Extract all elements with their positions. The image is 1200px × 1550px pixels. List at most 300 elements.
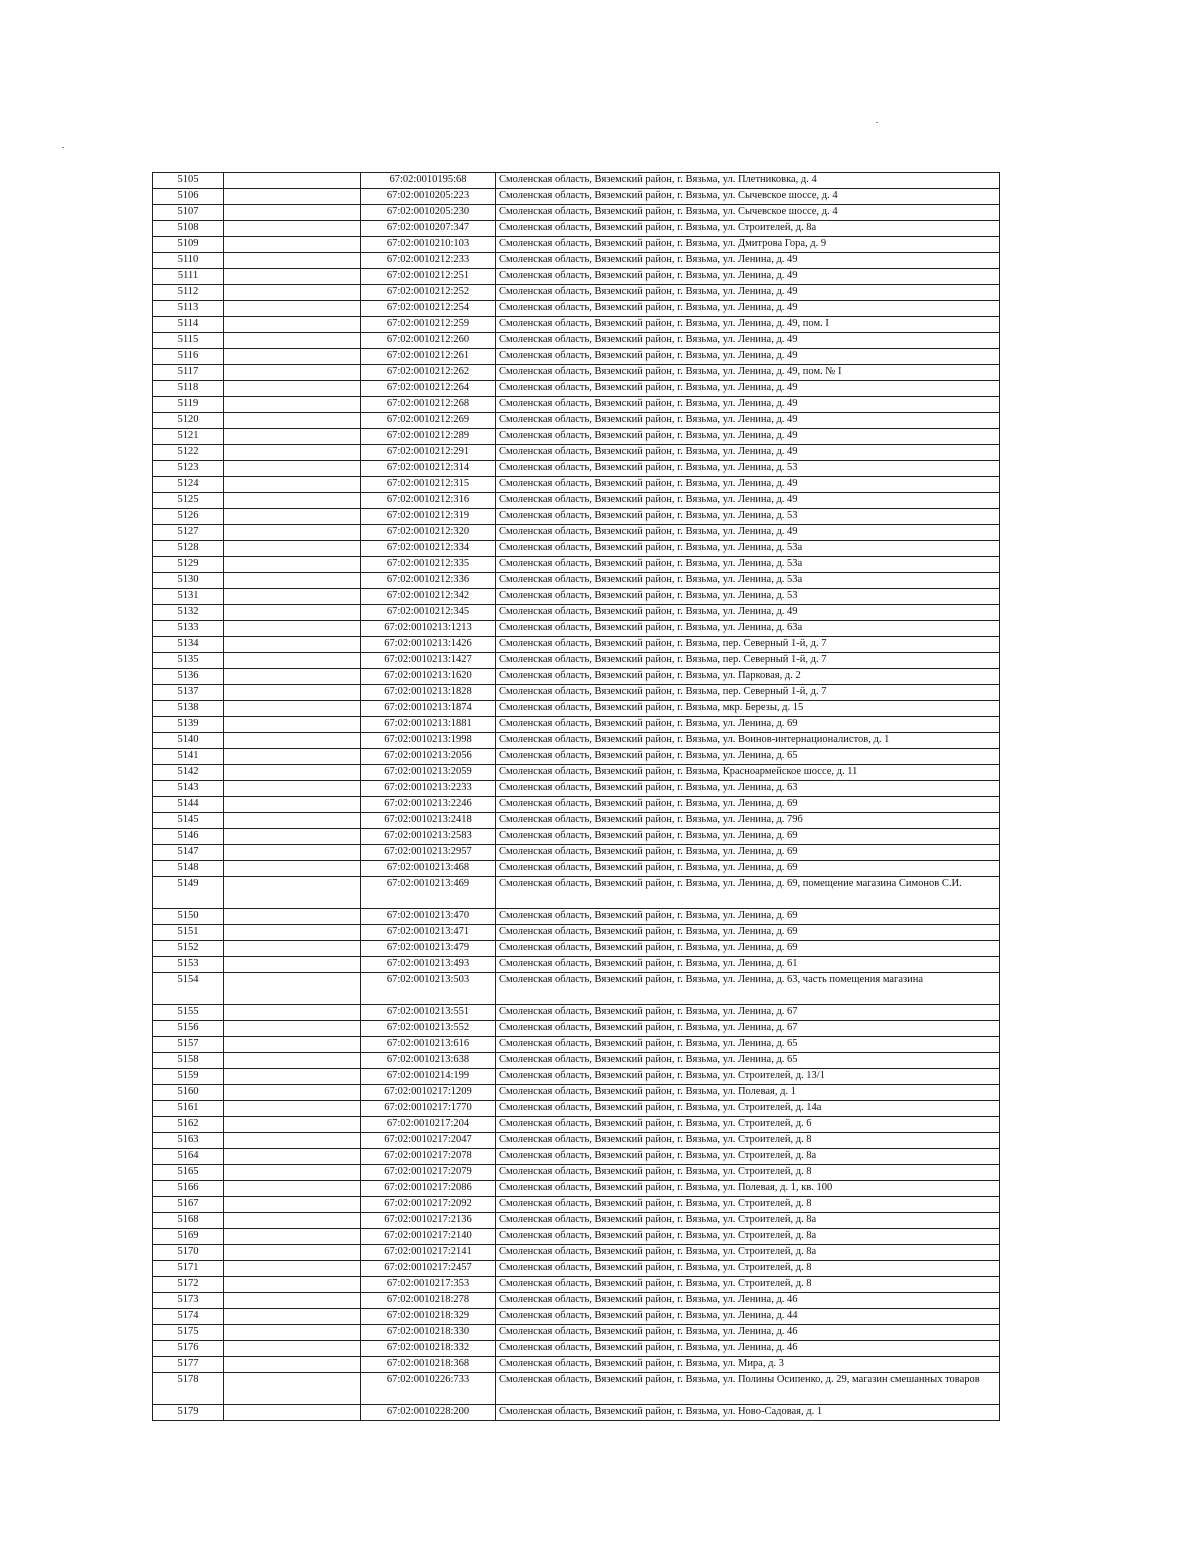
address: Смоленская область, Вяземский район, г. Вязьма, ул. Ленина, д. 49 (496, 493, 1000, 509)
cadastral-number: 67:02:0010213:1213 (361, 621, 496, 637)
empty-cell (224, 797, 361, 813)
row-number: 5113 (153, 301, 224, 317)
address: Смоленская область, Вяземский район, г. Вязьма, ул. Парковая, д. 2 (496, 669, 1000, 685)
address: Смоленская область, Вяземский район, г. Вязьма, ул. Ленина, д. 69 (496, 717, 1000, 733)
table-row (153, 1213, 1000, 1229)
empty-cell (224, 205, 361, 221)
cadastral-number: 67:02:0010217:2140 (361, 1229, 496, 1245)
cadastral-number: 67:02:0010213:1881 (361, 717, 496, 733)
cadastral-number: 67:02:0010212:342 (361, 589, 496, 605)
cadastral-number: 67:02:0010212:262 (361, 365, 496, 381)
row-number: 5105 (153, 173, 224, 189)
table-row (153, 269, 1000, 285)
cadastral-number: 67:02:0010207:347 (361, 221, 496, 237)
table-row (153, 589, 1000, 605)
address: Смоленская область, Вяземский район, г. Вязьма, ул. Ленина, д. 79б (496, 813, 1000, 829)
row-number: 5137 (153, 685, 224, 701)
cadastral-number: 67:02:0010213:469 (361, 877, 496, 909)
row-number: 5163 (153, 1133, 224, 1149)
cadastral-number: 67:02:0010212:315 (361, 477, 496, 493)
cadastral-number: 67:02:0010212:261 (361, 349, 496, 365)
row-number: 5112 (153, 285, 224, 301)
empty-cell (224, 1293, 361, 1309)
table-row (153, 685, 1000, 701)
row-number: 5134 (153, 637, 224, 653)
cadastral-number: 67:02:0010212:316 (361, 493, 496, 509)
empty-cell (224, 1261, 361, 1277)
cadastral-number: 67:02:0010212:259 (361, 317, 496, 333)
row-number: 5122 (153, 445, 224, 461)
table-row (153, 829, 1000, 845)
address: Смоленская область, Вяземский район, г. Вязьма, ул. Воинов-интернационалистов, д. 1 (496, 733, 1000, 749)
row-number: 5120 (153, 413, 224, 429)
cadastral-number: 67:02:0010213:1998 (361, 733, 496, 749)
cadastral-number: 67:02:0010213:2233 (361, 781, 496, 797)
row-number: 5160 (153, 1085, 224, 1101)
empty-cell (224, 1245, 361, 1261)
address: Смоленская область, Вяземский район, г. Вязьма, ул. Строителей, д. 8а (496, 1213, 1000, 1229)
address: Смоленская область, Вяземский район, г. Вязьма, ул. Ленина, д. 49 (496, 285, 1000, 301)
address: Смоленская область, Вяземский район, г. Вязьма, ул. Строителей, д. 8 (496, 1165, 1000, 1181)
table-row (153, 301, 1000, 317)
table-row (153, 1165, 1000, 1181)
address: Смоленская область, Вяземский район, г. Вязьма, ул. Ленина, д. 63, часть помещения магазина (496, 973, 1000, 1005)
row-number: 5119 (153, 397, 224, 413)
empty-cell (224, 765, 361, 781)
empty-cell (224, 1069, 361, 1085)
empty-cell (224, 701, 361, 717)
empty-cell (224, 653, 361, 669)
row-number: 5126 (153, 509, 224, 525)
cadastral-number: 67:02:0010228:200 (361, 1405, 496, 1421)
cadastral-number: 67:02:0010213:470 (361, 909, 496, 925)
empty-cell (224, 1309, 361, 1325)
address: Смоленская область, Вяземский район, г. Вязьма, ул. Строителей, д. 8а (496, 221, 1000, 237)
row-number: 5110 (153, 253, 224, 269)
cadastral-number: 67:02:0010214:199 (361, 1069, 496, 1085)
address: Смоленская область, Вяземский район, г. Вязьма, ул. Строителей, д. 14а (496, 1101, 1000, 1117)
address: Смоленская область, Вяземский район, г. Вязьма, ул. Ново-Садовая, д. 1 (496, 1405, 1000, 1421)
table-row (153, 813, 1000, 829)
empty-cell (224, 397, 361, 413)
row-number: 5170 (153, 1245, 224, 1261)
row-number: 5169 (153, 1229, 224, 1245)
address: Смоленская область, Вяземский район, г. Вязьма, ул. Строителей, д. 8 (496, 1197, 1000, 1213)
row-number: 5179 (153, 1405, 224, 1421)
row-number: 5145 (153, 813, 224, 829)
table-row (153, 1117, 1000, 1133)
cadastral-number: 67:02:0010218:330 (361, 1325, 496, 1341)
table-row (153, 445, 1000, 461)
empty-cell (224, 1357, 361, 1373)
row-number: 5153 (153, 957, 224, 973)
row-number: 5136 (153, 669, 224, 685)
cadastral-number: 67:02:0010217:2079 (361, 1165, 496, 1181)
address: Смоленская область, Вяземский район, г. Вязьма, ул. Ленина, д. 53а (496, 541, 1000, 557)
table-row (153, 285, 1000, 301)
cadastral-number: 67:02:0010213:493 (361, 957, 496, 973)
table-row (153, 957, 1000, 973)
row-number: 5140 (153, 733, 224, 749)
address: Смоленская область, Вяземский район, г. Вязьма, ул. Ленина, д. 49 (496, 413, 1000, 429)
row-number: 5175 (153, 1325, 224, 1341)
cadastral-number: 67:02:0010212:319 (361, 509, 496, 525)
cadastral-number: 67:02:0010217:1770 (361, 1101, 496, 1117)
empty-cell (224, 845, 361, 861)
property-register-table (152, 172, 1000, 1421)
empty-cell (224, 1133, 361, 1149)
row-number: 5118 (153, 381, 224, 397)
row-number: 5138 (153, 701, 224, 717)
row-number: 5173 (153, 1293, 224, 1309)
empty-cell (224, 509, 361, 525)
address: Смоленская область, Вяземский район, г. Вязьма, ул. Ленина, д. 46 (496, 1341, 1000, 1357)
table-row (153, 845, 1000, 861)
cadastral-number: 67:02:0010213:1426 (361, 637, 496, 653)
address: Смоленская область, Вяземский район, г. Вязьма, ул. Строителей, д. 6 (496, 1117, 1000, 1133)
cadastral-number: 67:02:0010217:353 (361, 1277, 496, 1293)
empty-cell (224, 573, 361, 589)
empty-cell (224, 1277, 361, 1293)
empty-cell (224, 237, 361, 253)
row-number: 5168 (153, 1213, 224, 1229)
row-number: 5114 (153, 317, 224, 333)
empty-cell (224, 733, 361, 749)
cadastral-number: 67:02:0010212:335 (361, 557, 496, 573)
empty-cell (224, 1005, 361, 1021)
table-row (153, 973, 1000, 1005)
table-row (153, 1005, 1000, 1021)
table-row (153, 1293, 1000, 1309)
address: Смоленская область, Вяземский район, г. Вязьма, ул. Ленина, д. 49, пом. № I (496, 365, 1000, 381)
address: Смоленская область, Вяземский район, г. Вязьма, ул. Ленина, д. 63 (496, 781, 1000, 797)
table-row (153, 237, 1000, 253)
table-row (153, 653, 1000, 669)
table-row (153, 221, 1000, 237)
row-number: 5164 (153, 1149, 224, 1165)
table-row (153, 877, 1000, 909)
address: Смоленская область, Вяземский район, г. Вязьма, ул. Ленина, д. 67 (496, 1021, 1000, 1037)
empty-cell (224, 541, 361, 557)
address: Смоленская область, Вяземский район, г. Вязьма, ул. Ленина, д. 65 (496, 749, 1000, 765)
empty-cell (224, 1229, 361, 1245)
address: Смоленская область, Вяземский район, г. Вязьма, ул. Ленина, д. 69 (496, 845, 1000, 861)
address: Смоленская область, Вяземский район, г. Вязьма, ул. Строителей, д. 8а (496, 1149, 1000, 1165)
table-row (153, 733, 1000, 749)
cadastral-number: 67:02:0010212:320 (361, 525, 496, 541)
address: Смоленская область, Вяземский район, г. Вязьма, ул. Ленина, д. 49 (496, 605, 1000, 621)
cadastral-number: 67:02:0010212:289 (361, 429, 496, 445)
row-number: 5172 (153, 1277, 224, 1293)
row-number: 5135 (153, 653, 224, 669)
address: Смоленская область, Вяземский район, г. Вязьма, ул. Ленина, д. 49 (496, 429, 1000, 445)
empty-cell (224, 1181, 361, 1197)
row-number: 5130 (153, 573, 224, 589)
table-row (153, 493, 1000, 509)
row-number: 5146 (153, 829, 224, 845)
empty-cell (224, 189, 361, 205)
empty-cell (224, 333, 361, 349)
address: Смоленская область, Вяземский район, г. Вязьма, ул. Ленина, д. 49 (496, 269, 1000, 285)
row-number: 5159 (153, 1069, 224, 1085)
empty-cell (224, 1037, 361, 1053)
empty-cell (224, 957, 361, 973)
table-row (153, 253, 1000, 269)
row-number: 5131 (153, 589, 224, 605)
address: Смоленская область, Вяземский район, г. Вязьма, ул. Строителей, д. 8 (496, 1133, 1000, 1149)
cadastral-number: 67:02:0010212:251 (361, 269, 496, 285)
table-row (153, 573, 1000, 589)
table-row (153, 1277, 1000, 1293)
cadastral-number: 67:02:0010217:204 (361, 1117, 496, 1133)
table-row (153, 365, 1000, 381)
address: Смоленская область, Вяземский район, г. Вязьма, ул. Ленина, д. 49 (496, 349, 1000, 365)
row-number: 5121 (153, 429, 224, 445)
address: Смоленская область, Вяземский район, г. Вязьма, пер. Северный 1-й, д. 7 (496, 637, 1000, 653)
cadastral-number: 67:02:0010212:268 (361, 397, 496, 413)
empty-cell (224, 1165, 361, 1181)
row-number: 5149 (153, 877, 224, 909)
empty-cell (224, 493, 361, 509)
table-row (153, 701, 1000, 717)
row-number: 5154 (153, 973, 224, 1005)
empty-cell (224, 925, 361, 941)
empty-cell (224, 413, 361, 429)
row-number: 5109 (153, 237, 224, 253)
address: Смоленская область, Вяземский район, г. Вязьма, ул. Ленина, д. 69 (496, 861, 1000, 877)
row-number: 5152 (153, 941, 224, 957)
table-row (153, 797, 1000, 813)
row-number: 5116 (153, 349, 224, 365)
row-number: 5107 (153, 205, 224, 221)
address: Смоленская область, Вяземский район, г. Вязьма, ул. Ленина, д. 49 (496, 253, 1000, 269)
cadastral-number: 67:02:0010213:1620 (361, 669, 496, 685)
table-row (153, 909, 1000, 925)
empty-cell (224, 637, 361, 653)
row-number: 5158 (153, 1053, 224, 1069)
table-row (153, 1053, 1000, 1069)
row-number: 5167 (153, 1197, 224, 1213)
cadastral-number: 67:02:0010212:345 (361, 605, 496, 621)
cadastral-number: 67:02:0010213:2056 (361, 749, 496, 765)
address: Смоленская область, Вяземский район, г. Вязьма, мкр. Березы, д. 15 (496, 701, 1000, 717)
table-row (153, 605, 1000, 621)
table-row (153, 1197, 1000, 1213)
address: Смоленская область, Вяземский район, г. Вязьма, ул. Ленина, д. 49 (496, 301, 1000, 317)
empty-cell (224, 1021, 361, 1037)
address: Смоленская область, Вяземский район, г. Вязьма, ул. Строителей, д. 8а (496, 1245, 1000, 1261)
empty-cell (224, 605, 361, 621)
cadastral-number: 67:02:0010218:278 (361, 1293, 496, 1309)
table-row (153, 413, 1000, 429)
address: Смоленская область, Вяземский район, г. Вязьма, ул. Ленина, д. 49 (496, 525, 1000, 541)
empty-cell (224, 349, 361, 365)
row-number: 5127 (153, 525, 224, 541)
table-row (153, 1037, 1000, 1053)
cadastral-number: 67:02:0010213:503 (361, 973, 496, 1005)
cadastral-number: 67:02:0010212:260 (361, 333, 496, 349)
row-number: 5133 (153, 621, 224, 637)
row-number: 5157 (153, 1037, 224, 1053)
empty-cell (224, 365, 361, 381)
address: Смоленская область, Вяземский район, г. Вязьма, пер. Северный 1-й, д. 7 (496, 653, 1000, 669)
scan-speck (876, 122, 878, 123)
empty-cell (224, 1325, 361, 1341)
row-number: 5156 (153, 1021, 224, 1037)
address: Смоленская область, Вяземский район, г. Вязьма, ул. Ленина, д. 46 (496, 1325, 1000, 1341)
row-number: 5144 (153, 797, 224, 813)
address: Смоленская область, Вяземский район, г. Вязьма, ул. Ленина, д. 49 (496, 397, 1000, 413)
address: Смоленская область, Вяземский район, г. Вязьма, ул. Ленина, д. 46 (496, 1293, 1000, 1309)
address: Смоленская область, Вяземский район, г. Вязьма, пер. Северный 1-й, д. 7 (496, 685, 1000, 701)
table-row (153, 1069, 1000, 1085)
empty-cell (224, 461, 361, 477)
cadastral-number: 67:02:0010217:2047 (361, 1133, 496, 1149)
cadastral-number: 67:02:0010213:2246 (361, 797, 496, 813)
table-row (153, 429, 1000, 445)
empty-cell (224, 317, 361, 333)
address: Смоленская область, Вяземский район, г. Вязьма, ул. Полины Осипенко, д. 29, магазин смешанных товаров (496, 1373, 1000, 1405)
table-row (153, 541, 1000, 557)
empty-cell (224, 1213, 361, 1229)
empty-cell (224, 445, 361, 461)
table-row (153, 317, 1000, 333)
cadastral-number: 67:02:0010217:2141 (361, 1245, 496, 1261)
cadastral-number: 67:02:0010217:2136 (361, 1213, 496, 1229)
row-number: 5177 (153, 1357, 224, 1373)
cadastral-number: 67:02:0010212:252 (361, 285, 496, 301)
empty-cell (224, 1197, 361, 1213)
table-row (153, 781, 1000, 797)
table-row (153, 381, 1000, 397)
table-row (153, 669, 1000, 685)
row-number: 5117 (153, 365, 224, 381)
table-row (153, 925, 1000, 941)
table-row (153, 1357, 1000, 1373)
cadastral-number: 67:02:0010195:68 (361, 173, 496, 189)
cadastral-number: 67:02:0010218:368 (361, 1357, 496, 1373)
address: Смоленская область, Вяземский район, г. Вязьма, ул. Ленина, д. 61 (496, 957, 1000, 973)
empty-cell (224, 973, 361, 1005)
table-row (153, 1325, 1000, 1341)
cadastral-number: 67:02:0010213:552 (361, 1021, 496, 1037)
row-number: 5176 (153, 1341, 224, 1357)
empty-cell (224, 621, 361, 637)
address: Смоленская область, Вяземский район, г. Вязьма, ул. Сычевское шоссе, д. 4 (496, 205, 1000, 221)
empty-cell (224, 269, 361, 285)
address: Смоленская область, Вяземский район, г. Вязьма, ул. Строителей, д. 8 (496, 1277, 1000, 1293)
address: Смоленская область, Вяземский район, г. Вязьма, ул. Ленина, д. 53а (496, 557, 1000, 573)
table-row (153, 189, 1000, 205)
cadastral-number: 67:02:0010226:733 (361, 1373, 496, 1405)
empty-cell (224, 909, 361, 925)
empty-cell (224, 685, 361, 701)
table-row (153, 461, 1000, 477)
row-number: 5174 (153, 1309, 224, 1325)
address: Смоленская область, Вяземский район, г. Вязьма, ул. Ленина, д. 69 (496, 909, 1000, 925)
empty-cell (224, 429, 361, 445)
address: Смоленская область, Вяземский район, г. Вязьма, ул. Ленина, д. 53 (496, 461, 1000, 477)
address: Смоленская область, Вяземский район, г. Вязьма, ул. Ленина, д. 49 (496, 381, 1000, 397)
row-number: 5124 (153, 477, 224, 493)
cadastral-number: 67:02:0010212:254 (361, 301, 496, 317)
cadastral-number: 67:02:0010217:2086 (361, 1181, 496, 1197)
cadastral-number: 67:02:0010218:332 (361, 1341, 496, 1357)
table-row (153, 861, 1000, 877)
address: Смоленская область, Вяземский район, г. Вязьма, ул. Ленина, д. 49 (496, 445, 1000, 461)
cadastral-number: 67:02:0010217:2078 (361, 1149, 496, 1165)
address: Смоленская область, Вяземский район, г. Вязьма, ул. Ленина, д. 67 (496, 1005, 1000, 1021)
empty-cell (224, 525, 361, 541)
empty-cell (224, 1373, 361, 1405)
empty-cell (224, 301, 361, 317)
empty-cell (224, 813, 361, 829)
empty-cell (224, 861, 361, 877)
cadastral-number: 67:02:0010213:1427 (361, 653, 496, 669)
table-row (153, 397, 1000, 413)
address: Смоленская область, Вяземский район, г. Вязьма, Красноармейское шоссе, д. 11 (496, 765, 1000, 781)
cadastral-number: 67:02:0010212:336 (361, 573, 496, 589)
cadastral-number: 67:02:0010213:468 (361, 861, 496, 877)
row-number: 5171 (153, 1261, 224, 1277)
cadastral-number: 67:02:0010213:2583 (361, 829, 496, 845)
empty-cell (224, 717, 361, 733)
empty-cell (224, 477, 361, 493)
empty-cell (224, 669, 361, 685)
address: Смоленская область, Вяземский район, г. Вязьма, ул. Сычевское шоссе, д. 4 (496, 189, 1000, 205)
table-row (153, 205, 1000, 221)
cadastral-number: 67:02:0010213:616 (361, 1037, 496, 1053)
table-row (153, 173, 1000, 189)
address: Смоленская область, Вяземский район, г. Вязьма, ул. Плетниковка, д. 4 (496, 173, 1000, 189)
cadastral-number: 67:02:0010213:1874 (361, 701, 496, 717)
address: Смоленская область, Вяземский район, г. Вязьма, ул. Ленина, д. 69 (496, 941, 1000, 957)
address: Смоленская область, Вяземский район, г. Вязьма, ул. Полевая, д. 1, кв. 100 (496, 1181, 1000, 1197)
empty-cell (224, 941, 361, 957)
cadastral-number: 67:02:0010213:2957 (361, 845, 496, 861)
table-row (153, 1373, 1000, 1405)
cadastral-number: 67:02:0010217:1209 (361, 1085, 496, 1101)
address: Смоленская область, Вяземский район, г. Вязьма, ул. Ленина, д. 69 (496, 925, 1000, 941)
row-number: 5161 (153, 1101, 224, 1117)
cadastral-number: 67:02:0010205:230 (361, 205, 496, 221)
table-row (153, 349, 1000, 365)
empty-cell (224, 253, 361, 269)
table-row (153, 749, 1000, 765)
cadastral-number: 67:02:0010213:2059 (361, 765, 496, 781)
table-row (153, 525, 1000, 541)
table-row (153, 1101, 1000, 1117)
row-number: 5178 (153, 1373, 224, 1405)
cadastral-number: 67:02:0010212:314 (361, 461, 496, 477)
address: Смоленская область, Вяземский район, г. Вязьма, ул. Ленина, д. 49 (496, 477, 1000, 493)
address: Смоленская область, Вяземский район, г. Вязьма, ул. Ленина, д. 69 (496, 829, 1000, 845)
table-row (153, 1261, 1000, 1277)
table-row (153, 1229, 1000, 1245)
table-row (153, 637, 1000, 653)
address: Смоленская область, Вяземский район, г. Вязьма, ул. Ленина, д. 69, помещение магазина Симонов С.И. (496, 877, 1000, 909)
row-number: 5125 (153, 493, 224, 509)
table-row (153, 1309, 1000, 1325)
table-row (153, 509, 1000, 525)
empty-cell (224, 1117, 361, 1133)
address: Смоленская область, Вяземский район, г. Вязьма, ул. Ленина, д. 53а (496, 573, 1000, 589)
empty-cell (224, 1053, 361, 1069)
cadastral-number: 67:02:0010212:291 (361, 445, 496, 461)
register-table-body (153, 173, 1000, 1421)
cadastral-number: 67:02:0010217:2092 (361, 1197, 496, 1213)
table-row (153, 333, 1000, 349)
